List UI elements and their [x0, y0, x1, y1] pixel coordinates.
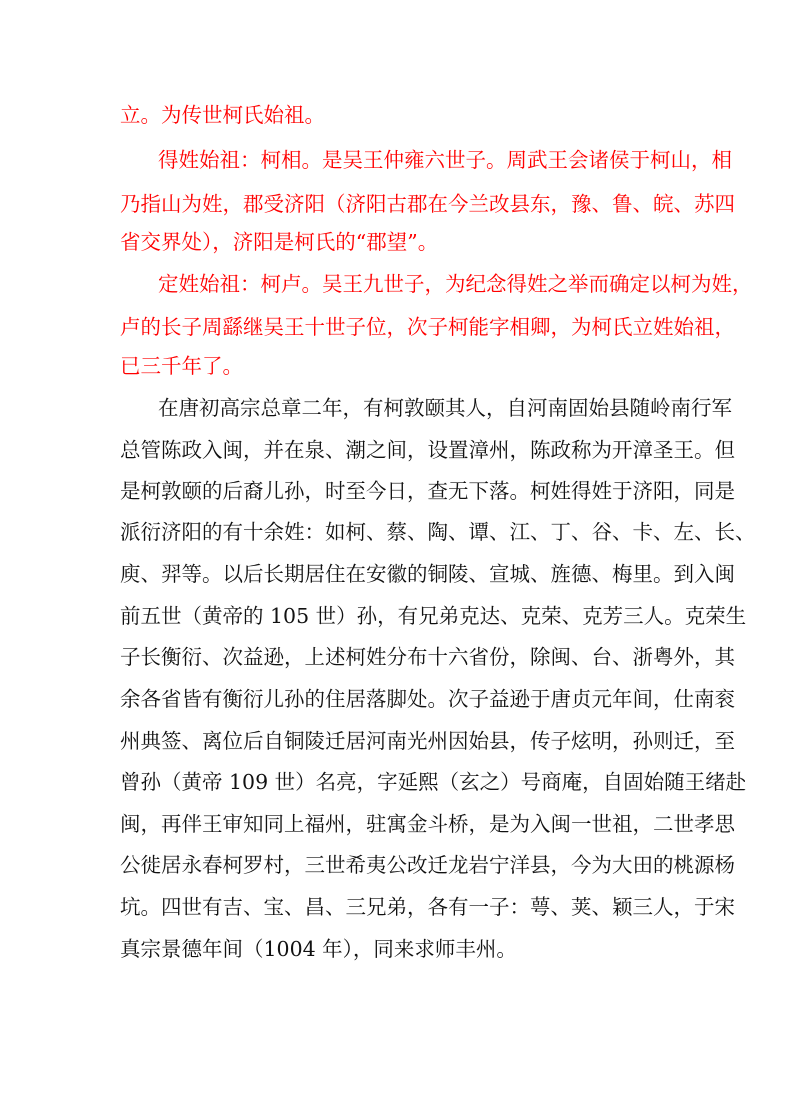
text-line: 派衍济阳的有十余姓：如柯、蔡、陶、谭、江、丁、谷、卡、左、长、: [120, 520, 756, 544]
text-line: 闽，再伴王审知同上福州，驻寓金斗桥，是为入闽一世祖，二世孝思: [120, 812, 735, 836]
text-line: 庾、羿等。以后长期居住在安徽的铜陵、宣城、旌德、梅里。到入闽: [120, 562, 735, 586]
text-line: 公徙居永春柯罗村，三世希夷公改迁龙岩宁洋县，今为大田的桃源杨: [120, 853, 735, 877]
text-line: 前五世（黄帝的 105 世）孙，有兄弟克达、克荣、克芳三人。克荣生: [120, 604, 747, 628]
text-line: 余各省皆有衡衍儿孙的住居落脚处。次子益逊于唐贞元年间，仕南衮: [120, 687, 735, 711]
text-line: 已三千年了。: [120, 354, 243, 378]
text-line: 曾孙（黄帝 109 世）名亮，字延熙（玄之）号商庵，自固始随王绪赴: [120, 770, 747, 794]
text-line: 卢的长子周繇继吴王十世子位，次子柯能字相卿，为柯氏立姓始祖，: [120, 315, 735, 339]
text-line: 在唐初高宗总章二年，有柯敦颐其人，自河南固始县随岭南行军: [158, 396, 732, 420]
text-line: 子长衡衍、次益逊，上述柯姓分布十六省份，除闽、台、浙粤外，其: [120, 645, 735, 669]
text-line: 立。为传世柯氏始祖。: [120, 103, 325, 127]
text-line: 总管陈政入闽，并在泉、潮之间，设置漳州，陈政称为开漳圣王。但: [120, 438, 735, 462]
text-line: 坑。四世有吉、宝、昌、三兄弟，各有一子：萼、荚、颖三人，于宋: [120, 895, 735, 919]
text-line: 省交界处），济阳是柯氏的“郡望”。: [120, 230, 439, 254]
text-line: 乃指山为姓，郡受济阳（济阳古郡在今兰改县东，豫、鲁、皖、苏四: [120, 192, 735, 216]
text-line: 真宗景德年间（1004 年），同来求师丰州。: [120, 937, 517, 961]
text-line: 得姓始祖：柯相。是吴王仲雍六世子。周武王会诸侯于柯山，相: [158, 148, 732, 172]
text-line: 定姓始祖：柯卢。吴王九世子，为纪念得姓之举而确定以柯为姓，: [158, 272, 753, 296]
text-line: 州典签、离位后自铜陵迁居河南光州因始县，传子炫明，孙则迁，至: [120, 729, 735, 753]
text-line: 是柯敦颐的后裔儿孙，时至今日，查无下落。柯姓得姓于济阳，同是: [120, 479, 735, 503]
